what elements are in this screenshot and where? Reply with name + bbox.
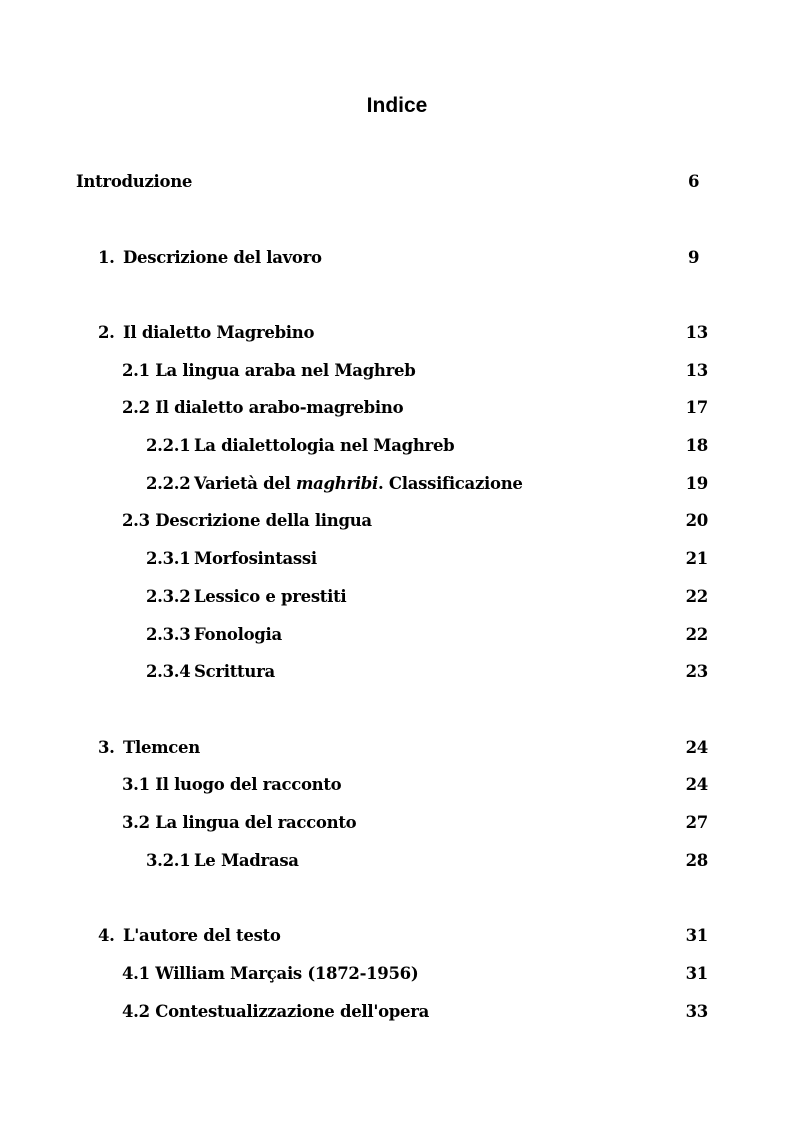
toc-entry-label: 2.2 Il dialetto arabo-magrebino: [122, 398, 404, 417]
toc-entry-label: Descrizione del lavoro: [123, 248, 322, 267]
toc-entry-page: 21: [685, 549, 708, 568]
toc-entry-page: 19: [685, 474, 708, 493]
toc-entry-page: 31: [685, 926, 708, 945]
toc-entry-number: 3.2.1: [146, 851, 191, 870]
toc-entry-section-2-1[interactable]: [0, 357, 794, 385]
toc-entry-page: 18: [685, 436, 708, 455]
toc-entry-label: 3.1 Il luogo del racconto: [122, 775, 342, 794]
toc-entry-number: 2.3.3: [146, 625, 191, 644]
toc-entry-label-italic: maghribi: [295, 474, 379, 493]
toc-entry-label: Lessico e prestiti: [194, 587, 347, 606]
toc-entry-number: 3.: [98, 738, 115, 757]
toc-entry-subsection-2-3-2[interactable]: [0, 583, 794, 611]
toc-entry-page: 20: [685, 511, 708, 530]
toc-entry-label: Il dialetto Magrebino: [123, 323, 315, 342]
toc-entry-label: Scrittura: [194, 662, 275, 681]
toc-entry-label: 4.1 William Marçais (1872-1956): [122, 964, 419, 983]
toc-entry-number: 2.: [98, 323, 115, 342]
toc-entry-subsection-2-3-3[interactable]: [0, 621, 794, 649]
toc-entry-number: 4.: [98, 926, 115, 945]
toc-entry-number: 2.3.2: [146, 587, 191, 606]
toc-entry-label: La dialettologia nel Maghreb: [194, 436, 455, 455]
toc-entry-page: 17: [685, 398, 708, 417]
page-title: Indice: [366, 94, 428, 117]
toc-entry-page: 22: [685, 625, 708, 644]
toc-entry-page: 31: [685, 964, 708, 983]
toc-entry-label: Fonologia: [194, 625, 282, 644]
toc-entry-subsection-2-2-2[interactable]: [0, 470, 794, 498]
toc-entry-page: 33: [685, 1002, 708, 1021]
toc-entry-label: 4.2 Contestualizzazione dell'opera: [122, 1002, 429, 1021]
toc-entry-subsection-3-2-1[interactable]: [0, 847, 794, 875]
toc-entry-page: 27: [685, 813, 708, 832]
toc-entry-number: 2.3.1: [146, 549, 191, 568]
toc-entry-page: 9: [688, 248, 700, 267]
toc-entry-chapter-4[interactable]: [0, 922, 794, 950]
toc-entry-page: 6: [688, 172, 700, 191]
toc-entry-number: 1.: [98, 248, 115, 267]
toc-entry-section-2-3[interactable]: [0, 507, 794, 535]
toc-entry-label: Introduzione: [76, 172, 193, 191]
toc-entry-page: 22: [685, 587, 708, 606]
toc-entry-label: Morfosintassi: [194, 549, 317, 568]
toc-entry-label: [194, 470, 523, 498]
toc-entry-section-3-1[interactable]: [0, 771, 794, 799]
toc-entry-label-end: . Classificazione: [378, 474, 523, 493]
toc-entry-introduzione[interactable]: [0, 168, 794, 196]
toc-entry-label: Tlemcen: [123, 738, 200, 757]
toc-entry-number: 2.2.2: [146, 474, 191, 493]
toc-entry-subsection-2-3-4[interactable]: [0, 658, 794, 686]
toc-entry-number: 2.3.4: [146, 662, 191, 681]
toc-entry-section-2-2[interactable]: [0, 394, 794, 422]
toc-entry-subsection-2-3-1[interactable]: [0, 545, 794, 573]
toc-entry-label: Le Madrasa: [194, 851, 299, 870]
toc-entry-page: 28: [685, 851, 708, 870]
toc-entry-label: 2.1 La lingua araba nel Maghreb: [122, 361, 416, 380]
toc-entry-section-3-2[interactable]: [0, 809, 794, 837]
toc-entry-number: 2.2.1: [146, 436, 191, 455]
toc-entry-page: 23: [685, 662, 708, 681]
toc-entry-subsection-2-2-1[interactable]: [0, 432, 794, 460]
toc-entry-label-start: Varietà del: [194, 474, 296, 493]
toc-entry-page: 13: [685, 323, 708, 342]
toc-entry-page: 24: [685, 775, 708, 794]
toc-entry-page: 24: [685, 738, 708, 757]
toc-entry-label: 3.2 La lingua del racconto: [122, 813, 357, 832]
toc-entry-chapter-3[interactable]: [0, 734, 794, 762]
toc-entry-chapter-2[interactable]: [0, 319, 794, 347]
toc-entry-label: L'autore del testo: [123, 926, 281, 945]
toc-entry-page: 13: [685, 361, 708, 380]
toc-entry-section-4-2[interactable]: [0, 998, 794, 1026]
toc-entry-section-4-1[interactable]: [0, 960, 794, 988]
toc-entry-label: 2.3 Descrizione della lingua: [122, 511, 372, 530]
toc-entry-chapter-1[interactable]: [0, 244, 794, 272]
